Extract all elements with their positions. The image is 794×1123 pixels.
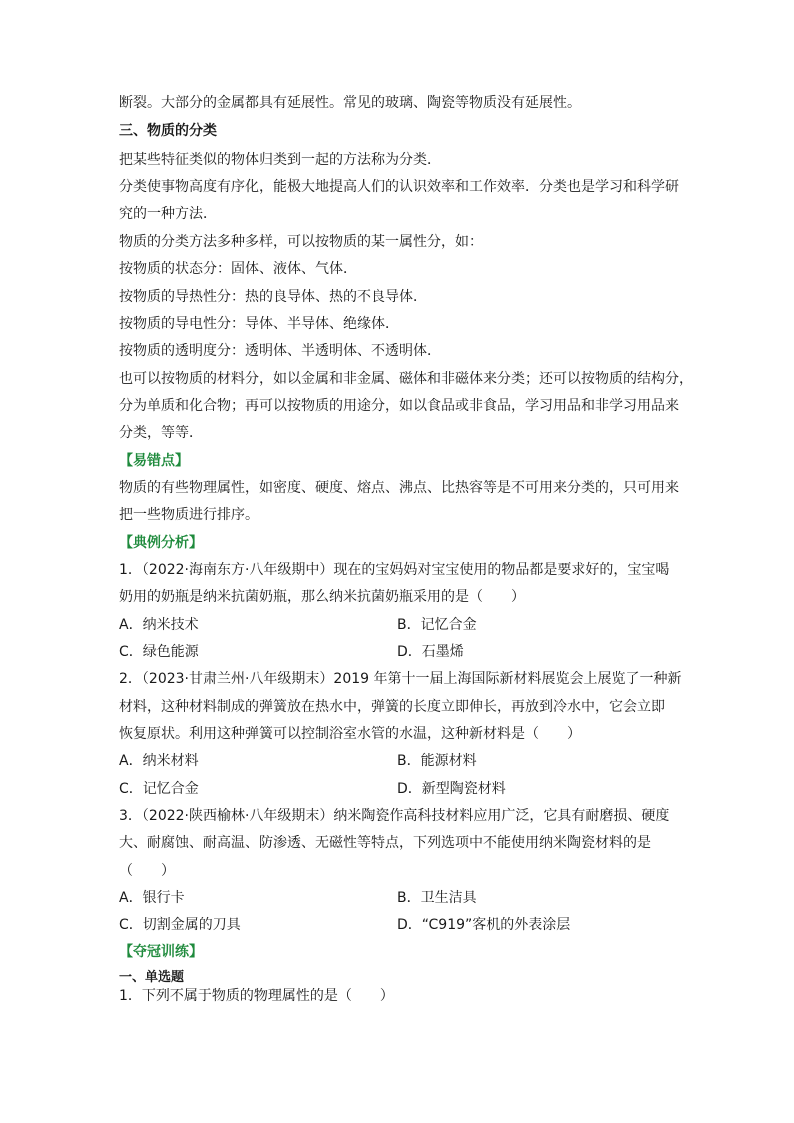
q3-option-d: D．“C919”客机的外表涂层: [397, 917, 571, 933]
q2-option-b: B．能源材料: [397, 753, 477, 769]
q1-option-c: C．绿色能源: [119, 644, 199, 660]
text-line: 把一些物质进行排序。: [119, 507, 259, 523]
subsection-heading: 一、单选题: [119, 970, 185, 985]
section-label-training: 【夺冠训练】: [119, 944, 203, 960]
q1-option-a: A．纳米技术: [119, 617, 199, 633]
question-2-stem-cont: 恢复原状。利用这种弹簧可以控制浴室水管的水温，这种新材料是（ ）: [119, 726, 581, 742]
question-1-stem-cont: 奶用的奶瓶是纳米抗菌奶瓶，那么纳米抗菌奶瓶采用的是（ ）: [119, 589, 525, 605]
question-2-stem: 2．（2023·甘肃兰州·八年级期末）2019 年第十一届上海国际新材料展览会上展览了一种新: [119, 671, 682, 687]
question-1-stem: 1．（2022·海南东方·八年级期中）现在的宝妈妈对宝宝使用的物品都是要求好的，宝宝喝: [119, 562, 670, 578]
text-line: 断裂。大部分的金属都具有延展性。常见的玻璃、陶瓷等物质没有延展性。: [119, 95, 581, 111]
q3-option-c: C．切割金属的刀具: [119, 917, 241, 933]
text-line: 把某些特征类似的物体归类到一起的方法称为分类．: [119, 152, 441, 168]
q1-option-b: B．记忆合金: [397, 617, 477, 633]
section-heading: 三、物质的分类: [119, 123, 217, 139]
section-label-example-analysis: 【典例分析】: [119, 535, 203, 551]
text-line: 分类使事物高度有序化，能极大地提高人们的认识效率和工作效率．分类也是学习和科学研: [119, 179, 679, 195]
text-line: 分类，等等．: [119, 425, 203, 441]
question-3-stem-cont: 大、耐腐蚀、耐高温、防渗透、无磁性等特点，下列选项中不能使用纳米陶瓷材料的是: [119, 835, 651, 851]
q3-option-b: B．卫生洁具: [397, 890, 477, 906]
question-3-blank: （ ）: [119, 863, 175, 879]
q2-option-c: C．记忆合金: [119, 781, 199, 797]
question-3-stem: 3．（2022·陕西榆林·八年级期末）纳米陶瓷作高科技材料应用广泛，它具有耐磨损、硬度: [119, 808, 670, 824]
text-line: 按物质的透明度分：透明体、半透明体、不透明体．: [119, 343, 441, 359]
text-line: 物质的有些物理属性，如密度、硬度、熔点、沸点、比热容等是不可用来分类的，只可用来: [119, 480, 679, 496]
q3-option-a: A．银行卡: [119, 890, 185, 906]
text-line: 按物质的导热性分：热的良导体、热的不良导体．: [119, 289, 427, 305]
training-question-1: 1．下列不属于物质的物理属性的是（ ）: [119, 988, 394, 1004]
text-line: 按物质的导电性分：导体、半导体、绝缘体．: [119, 316, 399, 332]
text-line: 究的一种方法．: [119, 206, 217, 222]
text-line: 物质的分类方法多种多样，可以按物质的某一属性分，如：: [119, 234, 483, 250]
section-label-common-errors: 【易错点】: [119, 453, 189, 469]
q2-option-a: A．纳米材料: [119, 753, 199, 769]
q2-option-d: D．新型陶瓷材料: [397, 781, 506, 797]
text-line: 按物质的状态分：固体、液体、气体．: [119, 261, 357, 277]
q1-option-d: D．石墨烯: [397, 644, 464, 660]
text-line: 也可以按物质的材料分，如以金属和非金属、磁体和非磁体来分类；还可以按物质的结构分，: [119, 371, 693, 387]
question-2-stem-cont: 材料，这种材料制成的弹簧放在热水中，弹簧的长度立即伸长，再放到冷水中，它会立即: [119, 699, 665, 715]
text-line: 分为单质和化合物；再可以按物质的用途分，如以食品或非食品，学习用品和非学习用品来: [119, 398, 679, 414]
